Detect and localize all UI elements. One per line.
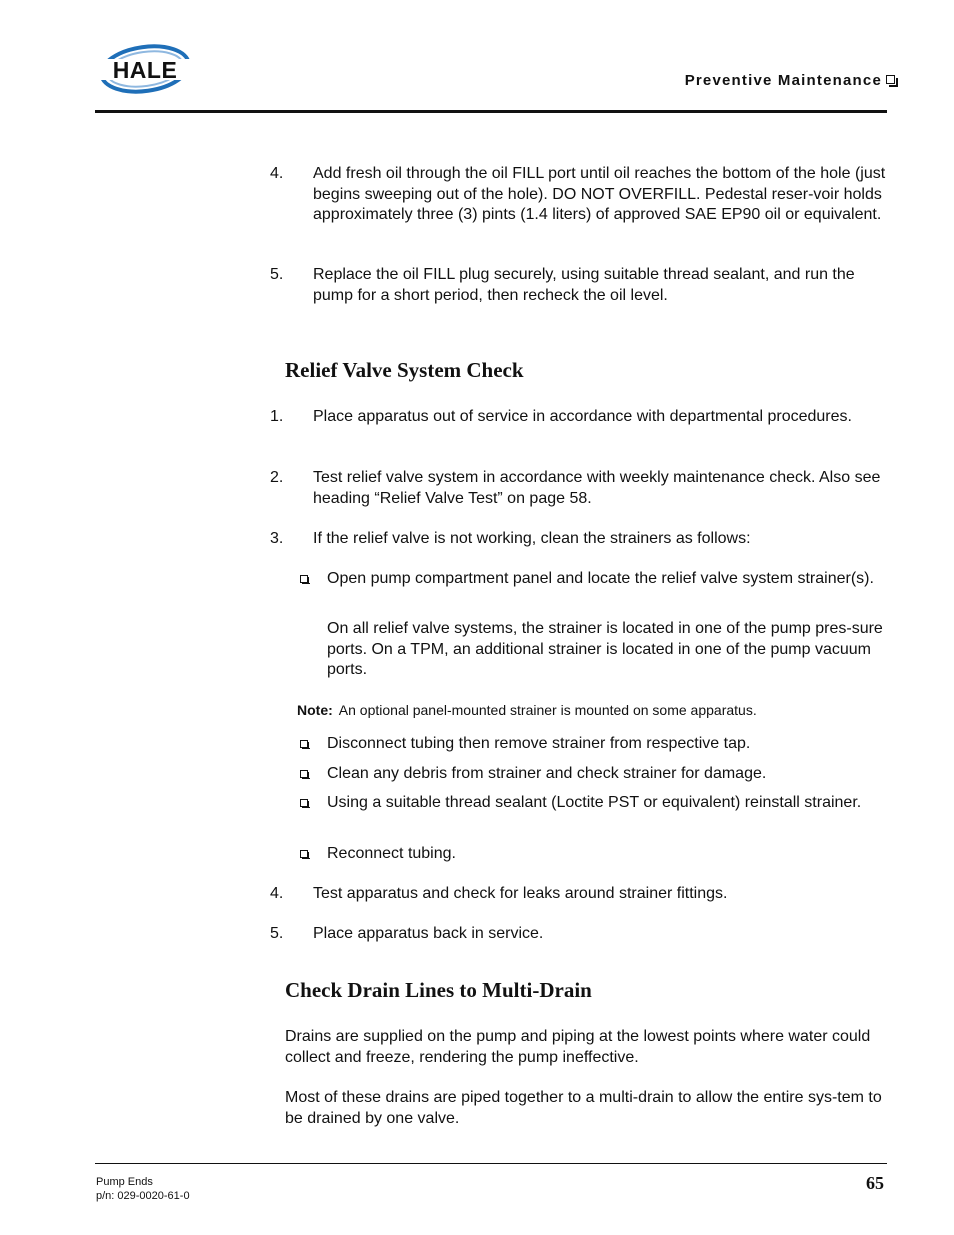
section-title: Preventive Maintenance xyxy=(684,72,882,89)
drain-paragraph-2: Most of these drains are piped together to a multi-drain to allow the entire sys-tem to be drained by one valve. xyxy=(285,1089,882,1127)
relief-step-1 xyxy=(270,407,886,428)
relief-valve-heading: Relief Valve System Check xyxy=(285,358,524,382)
bullet-text: Disconnect tubing then remove strainer from respective tap. xyxy=(327,735,751,752)
bullet-box-icon xyxy=(300,799,308,807)
oil-step-4 xyxy=(270,164,886,226)
oil-step-5 xyxy=(270,265,886,306)
bullet-text: Using a suitable thread sealant (Loctite PST or equivalent) reinstall strainer. xyxy=(327,794,862,811)
drain-lines-heading: Check Drain Lines to Multi-Drain xyxy=(285,978,592,1002)
footer-part-number: p/n: 029-0020-61-0 xyxy=(96,1190,190,1202)
step-text: Test apparatus and check for leaks around strainer fittings. xyxy=(313,885,728,902)
bullet-text: Open pump compartment panel and locate the relief valve system strainer(s). xyxy=(327,570,874,587)
bullet-item xyxy=(298,764,886,785)
step-number: 3. xyxy=(270,530,284,547)
step-text: Add fresh oil through the oil FILL port until oil reaches the bottom of the hole (just begins sweeping out of the hole). DO NOT OVERFILL. Pedestal reser-voir holds approximately three (3) pints (1.4 liters) of approved SAE EP90 oil or equivalent. xyxy=(313,165,886,223)
step-number: 5. xyxy=(270,266,284,283)
bullet-box-icon xyxy=(300,740,308,748)
note-text: An optional panel-mounted strainer is mounted on some apparatus. xyxy=(338,702,757,718)
bullet-box-icon xyxy=(300,575,308,583)
header-divider xyxy=(95,110,887,113)
bullet-item xyxy=(298,844,886,865)
footer-doc-info xyxy=(96,1175,190,1203)
page-number: 65 xyxy=(866,1173,884,1193)
relief-step-3 xyxy=(270,529,886,550)
note-label: Note: xyxy=(297,702,333,718)
step-number: 1. xyxy=(270,408,284,425)
drain-paragraph-1: Drains are supplied on the pump and piping at the lowest points where water could collect and freeze, rendering the pump ineffective. xyxy=(285,1028,871,1066)
step-text: Replace the oil FILL plug securely, using suitable thread sealant, and run the pump for a short period, then recheck the oil level. xyxy=(313,266,855,304)
logo-text: HALE xyxy=(112,57,178,83)
note xyxy=(297,701,887,719)
step-number: 4. xyxy=(270,885,284,902)
relief-step-4 xyxy=(270,884,886,905)
bullet-box-icon xyxy=(300,850,308,858)
bullet-text: Clean any debris from strainer and check strainer for damage. xyxy=(327,765,767,782)
step-number: 4. xyxy=(270,165,284,182)
step-number: 5. xyxy=(270,925,284,942)
footer-doc-title: Pump Ends xyxy=(96,1176,153,1188)
footer-divider xyxy=(95,1163,887,1164)
step-text: If the relief valve is not working, clean the strainers as follows: xyxy=(313,530,751,547)
bullet-item xyxy=(298,793,886,814)
bullet-detail-paragraph: On all relief valve systems, the strainer is located in one of the pump pres-sure ports. On a TPM, an additional strainer is located in one of the pump vacuum ports. xyxy=(327,620,883,678)
bullet-box-icon xyxy=(300,770,308,778)
checkbox-glyph-icon xyxy=(886,75,895,84)
step-text: Test relief valve system in accordance with weekly maintenance check. Also see heading “Relief Valve Test” on page 58. xyxy=(313,469,881,507)
relief-step-5 xyxy=(270,924,886,945)
bullet-item xyxy=(298,734,886,755)
relief-step-2 xyxy=(270,468,886,509)
step-text: Place apparatus back in service. xyxy=(313,925,544,942)
bullet-text: Reconnect tubing. xyxy=(327,845,456,862)
hale-logo xyxy=(95,38,193,100)
step-number: 2. xyxy=(270,469,284,486)
step-text: Place apparatus out of service in accordance with departmental procedures. xyxy=(313,408,852,425)
bullet-item xyxy=(298,569,886,590)
